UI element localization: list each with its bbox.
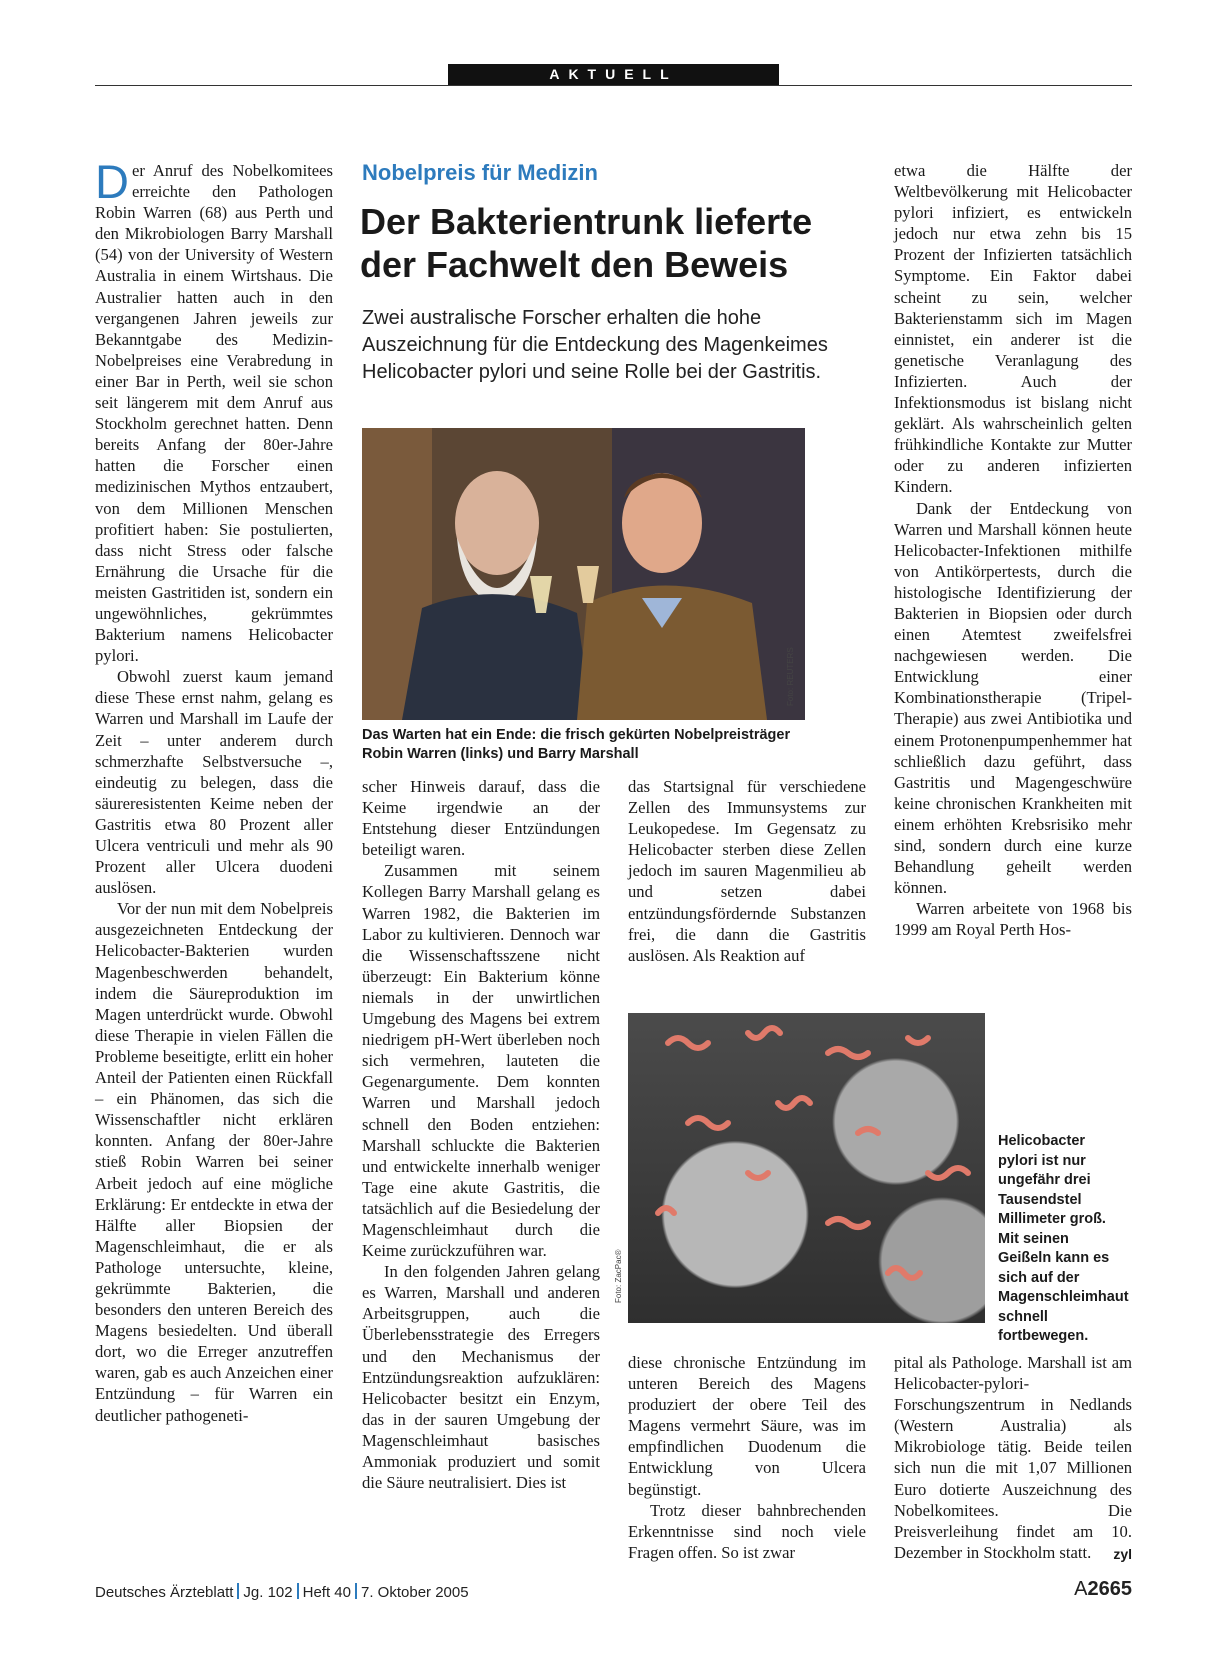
section-label: AKTUELL	[448, 64, 779, 85]
nobel-laureates-photo	[362, 428, 805, 720]
article-column-4-continued	[894, 1352, 1132, 1565]
header-rule	[95, 85, 1132, 86]
paragraph: das Startsignal für verschiedene Zellen des Immunsystems zur Leukopedese. Im Gegensatz zu Helicobacter sterben diese Zellen jedoch im sauren Magenmilieu ab und setzen dabei entzündungsfördernde Substanzen frei, die dann die Gastritis auslösen. Als Reaktion auf	[628, 777, 866, 965]
deck-text: Zwei australische Forscher erhalten die hohe Auszeichnung für die Entdeckung des Magenkeimes Helicobacter pylori und seine Rolle bei der Gastritis.	[362, 307, 828, 383]
article-column-3-continued	[628, 1352, 866, 1563]
paragraph: Der Anruf des Nobelkomitees erreichte den Pathologen Robin Warren (68) aus Perth und den Mikrobiologen Barry Marshall (54) von der University of Western Australia in einem Wirtshaus. Die Australier hatten auch in den vergangenen Jahren jeweils zur Bekanntgabe des Medizin-Nobelpreises eine Verabredung in einer Bar in Perth, weil sie schon seit längerem mit dem Anruf aus Stockholm gerechnet hatten. Denn bereits Anfang der 80er-Jahre hatten die Forscher einen medizinischen Mythos entzaubert, von dem Millionen Menschen profitiert haben: Sie postulierten, dass nicht Stress oder falsche Ernährung die Ursache für die meisten Gastritiden ist, sondern ein ungewöhnliches, gekrümmtes Bakterium namens Helicobacter pylori.	[95, 155, 333, 666]
paragraph: Obwohl zuerst kaum jemand diese These ernst nahm, gelang es Warren und Marshall im Laufe der Zeit – unter anderem durch schmerzhafte Selbstversuche –, eindeutig zu belegen, dass die säureresistenten Keime neben der Gastritis etwa 80 Prozent aller Ulcera ventriculi und mehr als 90 Prozent aller Ulcera duodeni auslösen.	[95, 667, 333, 898]
paragraph: Trotz dieser bahnbrechenden Erkenntnisse sind noch viele Fragen offen. So ist zwar	[628, 1500, 866, 1562]
page-number	[1074, 1578, 1132, 1601]
issue: Heft 40	[302, 1584, 351, 1601]
separator	[237, 1583, 239, 1599]
paragraph: Zusammen mit seinem Kollegen Barry Marshall gelang es Warren 1982, die Bakterien im Labor zu kultivieren. Dennoch war die Wissenschaftsszene nicht überzeugt: Ein Bakterium könne niemals in der unwirtlichen Umgebung des Magens bei extrem niedrigem pH-Wert überleben noch sich vermehren, lauteten die Gegenargumente. Dem konnten Warren und Marshall jedoch schnell den Boden entziehen: Marshall schluckte die Bakterien und entwickelte innerhalb weniger Tage eine akute Gastritis, die tatsächlich auf die Besiedelung der Magenschleimhaut durch die Keime zurückzuführen war.	[362, 861, 600, 1261]
paragraph: etwa die Hälfte der Weltbevölkerung mit Helicobacter pylori infiziert, es entwickeln jedoch nur etwa zehn bis 15 Prozent der Infizierten tatsächlich Symptome. Ein Faktor dabei scheint zu sein, welcher Bakterienstamm sich im Magen einnistet, ein anderer ist die genetische Veranlagung des Infizierten. Auch der Infektionsmodus ist bislang nicht geklärt. Als wahrscheinlich gelten frühkindliche Kontakte zur Mutter oder zu anderen infizierten Kindern.	[894, 161, 1132, 497]
paragraph: pital als Pathologe. Marshall ist am Helicobacter-pylori-Forschungszentrum in Nedlands (Western Australia) als Mikrobiologe tätig. Beide teilen sich nun die mit 1,07 Millionen Euro dotierte Auszeichnung des Nobelkomitees. Die Preisverleihung findet am 10. Dezember in Stockholm statt. zyl	[894, 1352, 1132, 1563]
article-column-1	[95, 155, 333, 1426]
paragraph: Vor der nun mit dem Nobelpreis ausgezeichneten Entdeckung der Helicobacter-Bakterien wurden Magenbeschwerden behandelt, indem die Säureproduktion im Magen unterdrückt wurde. Obwohl diese Therapie in vielen Fällen die Probleme beseitigte, erlitt ein hoher Anteil der Patienten einen Rückfall – ein Phänomen, das sich die Wissenschaftler nicht erklären konnten. Anfang der 80er-Jahre stieß Robin Warren bei seiner Arbeit jedoch auf eine mögliche Erklärung: Er entdeckte in etwa der Hälfte aller Biopsien der Magenschleimhaut, die er als Pathologe untersuchte, kleine, gekrümmte Bakterien, die besonders den unteren Bereich des Magens besiedelten. Und überall dort, wo die Erreger anzutreffen waren, gab es auch Anzeichen einer Entzündung – für Warren ein deutlicher pathogeneti-	[95, 899, 333, 1425]
photo-credit: Foto: REUTERS	[786, 647, 795, 706]
separator	[297, 1583, 299, 1599]
separator	[355, 1583, 357, 1599]
photo-illustration	[362, 428, 805, 720]
article-column-2	[362, 776, 600, 1493]
date: 7. Oktober 2005	[361, 1584, 469, 1601]
author-signature: zyl	[1113, 1545, 1132, 1562]
page-prefix: A	[1074, 1578, 1088, 1600]
kicker: Nobelpreis für Medizin	[362, 160, 598, 185]
headline-line: Der Bakterientrunk lieferte	[360, 201, 813, 242]
article-column-4	[894, 160, 1132, 940]
page-number-value: 2665	[1087, 1578, 1132, 1600]
photo-caption: Das Warten hat ein Ende: die frisch gekürten Nobelpreisträger Robin Warren (links) und Barry Marshall	[362, 727, 791, 762]
paragraph: In den folgenden Jahren gelang es Warren, Marshall und anderen Arbeitsgruppen, auch die Überlebensstrategie des Erregers und den Mechanismus der Entzündungsreaktion aufzuklären: Helicobacter besitzt ein Enzym, das in der sauren Umgebung der Magenschleimhaut basisches Ammoniak produziert und somit die Säure neutralisiert. Dies ist	[362, 1262, 600, 1493]
paragraph: Dank der Entdeckung von Warren und Marshall können heute Helicobacter-Infektionen mithilfe von Antikörpertests, durch die histologische Identifizierung der Bakterien in Biopsien oder durch einen Atemtest zweifelsfrei nachgewiesen werden. Die Entwicklung einer Kombinationstherapie (Tripel-Therapie) aus zwei Antibiotika und einem Protonenpumpenhemmer hat schließlich dazu geführt, dass Gastritis und Magengeschwüre keine chronischen Krankheiten mit einem erhöhten Krebsrisiko mehr sind, sondern durch eine kurze Behandlung geheilt werden können.	[894, 498, 1132, 898]
headline	[360, 200, 880, 286]
photo-caption: Helicobacter pylori ist nur ungefähr drei Tausendstel Millimeter groß. Mit seinen Geißeln kann es sich auf der Magenschleimhaut schnell fortbewegen.	[998, 1133, 1129, 1344]
article-column-3	[628, 776, 866, 966]
paragraph: scher Hinweis darauf, dass die Keime irgendwie an der Entstehung dieser Entzündungen beteiligt waren.	[362, 777, 600, 860]
photo-credit: Foto: ZacPac®	[614, 1249, 623, 1303]
journal-name: Deutsches Ärzteblatt	[95, 1584, 234, 1601]
paragraph: diese chronische Entzündung im unteren Bereich des Magens produziert der obere Teil des Magens vermehrt Säure, was im empfindlichen Duodenum die Entwicklung von Ulcera begünstigt.	[628, 1353, 866, 1499]
dropcap: D	[95, 155, 129, 208]
micrograph-illustration	[628, 1013, 985, 1323]
paragraph: Warren arbeitete von 1968 bis 1999 am Royal Perth Hos-	[894, 899, 1132, 940]
footer-citation	[95, 1583, 469, 1601]
volume: Jg. 102	[243, 1584, 293, 1601]
headline-line: der Fachwelt den Beweis	[360, 244, 789, 285]
helicobacter-micrograph	[614, 1013, 985, 1323]
